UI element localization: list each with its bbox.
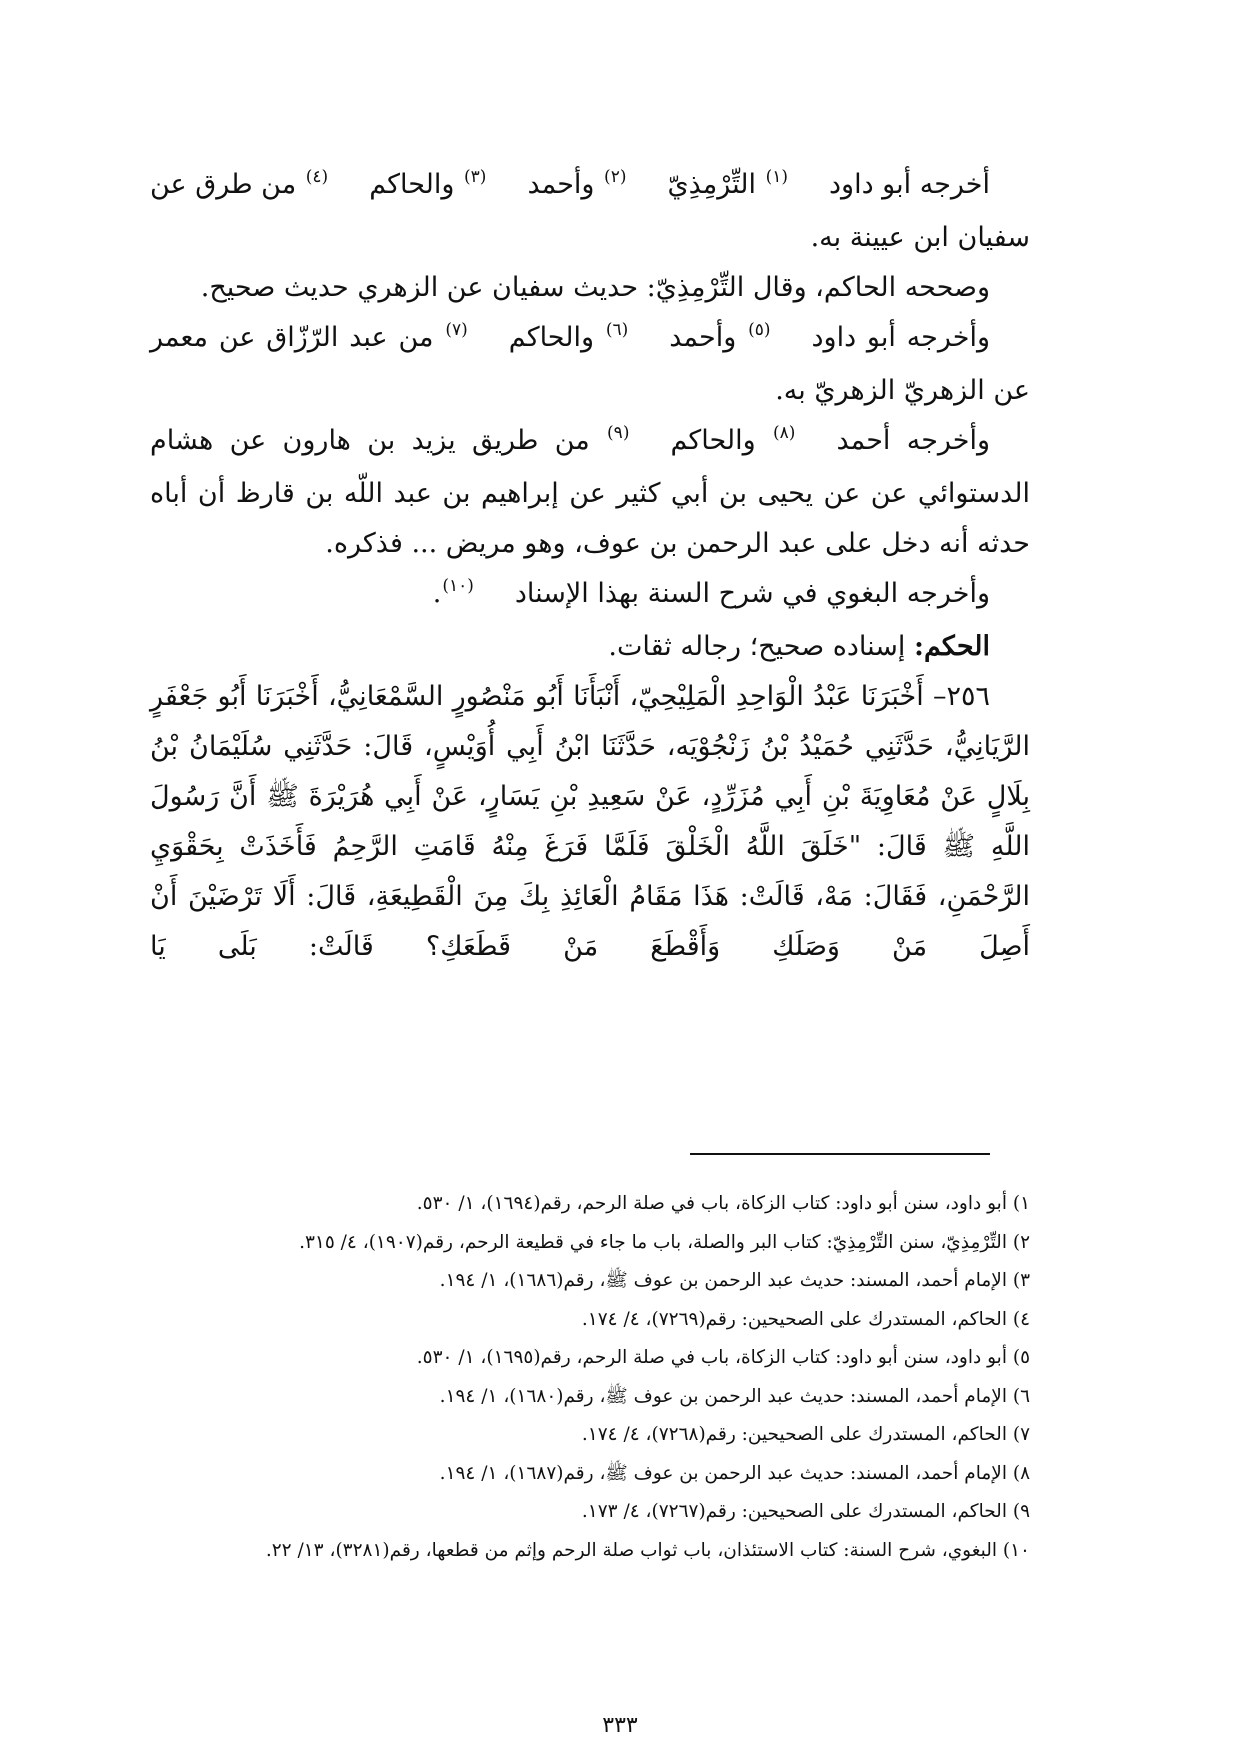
footnote-3: ٣) الإمام أحمد، المسند: حديث عبد الرحمن بن عوف ﷺ، رقم(١٦٨٦)، ١/ ١٩٤. bbox=[439, 1270, 1030, 1291]
footnote-5: ٥) أبو داود، سنن أبو داود: كتاب الزكاة، باب في صلة الرحم، رقم(١٦٩٥)، ١/ ٥٣٠. bbox=[416, 1347, 1030, 1368]
footnote-ref-4[interactable]: (٤) bbox=[305, 167, 329, 187]
footnote-ref-5[interactable]: (٥) bbox=[748, 320, 771, 340]
footnote-7: ٧) الحاكم، المستدرك على الصحيحين: رقم(٧٢٦٨)، ٤/ ١٧٤. bbox=[581, 1424, 1030, 1445]
footnote-8: ٨) الإمام أحمد، المسند: حديث عبد الرحمن بن عوف ﷺ، رقم(١٦٨٧)، ١/ ١٩٤. bbox=[439, 1462, 1030, 1484]
footnote-ref-2[interactable]: (٢) bbox=[604, 167, 627, 187]
footnote-ref-7[interactable]: (٧) bbox=[445, 320, 468, 340]
paragraph-4: وأخرجه أحمد(٨) والحاكم(٩) من طريق يزيد بن هارون عن هشام الدستوائي عن عن يحيى بن أبي كثير عن إبراهيم بن عبد اللّه بن قارظ أن أباه حدثه أنه دخل على عبد الرحمن بن عوف، وهو مريض ... فذكره. bbox=[150, 416, 1030, 569]
page-number: ٣٣٣ bbox=[602, 1713, 638, 1738]
footnote-10: ١٠) البغوي، شرح السنة: كتاب الاستئذان، باب ثواب صلة الرحم وإثم من قطعها، رقم(٣٢٨١)، ١٣/ ٢٢. bbox=[265, 1539, 1030, 1561]
paragraph-2: وصححه الحاكم، وقال التِّرْمِذِيّ: حديث سفيان عن الزهري حديث صحيح. bbox=[200, 272, 990, 303]
footnote-ref-1[interactable]: (١) bbox=[765, 167, 789, 187]
footnotes bbox=[150, 1185, 1030, 1570]
footnote-6: ٦) الإمام أحمد، المسند: حديث عبد الرحمن بن عوف ﷺ، رقم(١٦٨٠)، ١/ ١٩٤. bbox=[439, 1385, 1030, 1407]
main-text bbox=[150, 160, 1030, 972]
footnote-ref-3[interactable]: (٣) bbox=[464, 167, 487, 187]
paragraph-5: وأخرجه البغوي في شرح السنة بهذا الإسناد(١٠). bbox=[150, 569, 1030, 622]
footnote-separator bbox=[690, 1153, 990, 1155]
paragraph-3: وأخرجه أبو داود(٥) وأحمد(٦) والحاكم(٧) من عبد الرّزّاق عن معمر عن الزهريّ الزهريّ به. bbox=[150, 313, 1030, 416]
footnote-9: ٩) الحاكم، المستدرك على الصحيحين: رقم(٧٢٦٧)، ٤/ ١٧٣. bbox=[581, 1501, 1030, 1522]
footnote-ref-8[interactable]: (٨) bbox=[773, 423, 796, 443]
hadith-256: ٢٥٦– أَخْبَرَنَا عَبْدُ الْوَاحِدِ الْمَلِيْحِيّ، أَنْبَأَنَا أَبُو مَنْصُورٍ السَّمْعَانِيُّ، أَخْبَرَنَا أَبُو جَعْفَرٍ الرَّيَانِيُّ، حَدَّثَنِي حُمَيْدُ بْنُ زَنْجُوْيَه، حَدَّثَنَا ابْنُ أَبِي أُوَيْسٍ، قَالَ: حَدَّثَنِي سُلَيْمَانُ بْنُ بِلَالٍ عَنْ مُعَاوِيَةَ بْنِ أَبِي مُزَرِّدٍ، عَنْ سَعِيدِ بْنِ يَسَارٍ، عَنْ أَبِي هُرَيْرَةَ ﷺ أَنَّ رَسُولَ اللَّهِ ﷺ قَالَ: "خَلَقَ اللَّهُ الْخَلْقَ فَلَمَّا فَرَغَ مِنْهُ قَامَتِ الرَّحِمُ فَأَخَذَتْ بِحَقْوَيِ الرَّحْمَنِ، فَقَالَ: مَهْ، قَالَتْ: هَذَا مَقَامُ الْعَائِذِ بِكَ مِنَ الْقَطِيعَةِ، قَالَ: أَلَا تَرْضَيْنَ أَنْ أَصِلَ مَنْ وَصَلَكِ وَأَقْطَعَ مَنْ قَطَعَكِ؟ قَالَتْ: بَلَى يَا bbox=[150, 681, 1030, 962]
footnote-ref-9[interactable]: (٩) bbox=[607, 423, 630, 443]
footnote-2: ٢) التِّرْمِذِيّ، سنن التِّرْمِذِيّ: كتاب البر والصلة، باب ما جاء في قطيعة الرحم، رقم(١٩٠٧)، ٤/ ٣١٥. bbox=[299, 1231, 1030, 1253]
footnote-4: ٤) الحاكم، المستدرك على الصحيحين: رقم(٧٢٦٩)، ٤/ ١٧٤. bbox=[581, 1308, 1030, 1330]
ruling-paragraph bbox=[150, 622, 1030, 672]
ruling-text: إسناده صحيح؛ رجاله ثقات. bbox=[608, 631, 914, 662]
footnote-ref-10[interactable]: (١٠) bbox=[442, 576, 474, 596]
paragraph-1: أخرجه أبو داود(١) التِّرْمِذِيّ(٢) وأحمد(٣) والحاكم(٤) من طرق عن سفيان ابن عيينة به. bbox=[150, 160, 1030, 263]
footnote-1: ١) أبو داود، سنن أبو داود: كتاب الزكاة، باب في صلة الرحم، رقم(١٦٩٤)، ١/ ٥٣٠. bbox=[416, 1193, 1030, 1214]
footnote-ref-6[interactable]: (٦) bbox=[605, 320, 629, 340]
ruling-label: الحكم: bbox=[913, 631, 990, 662]
